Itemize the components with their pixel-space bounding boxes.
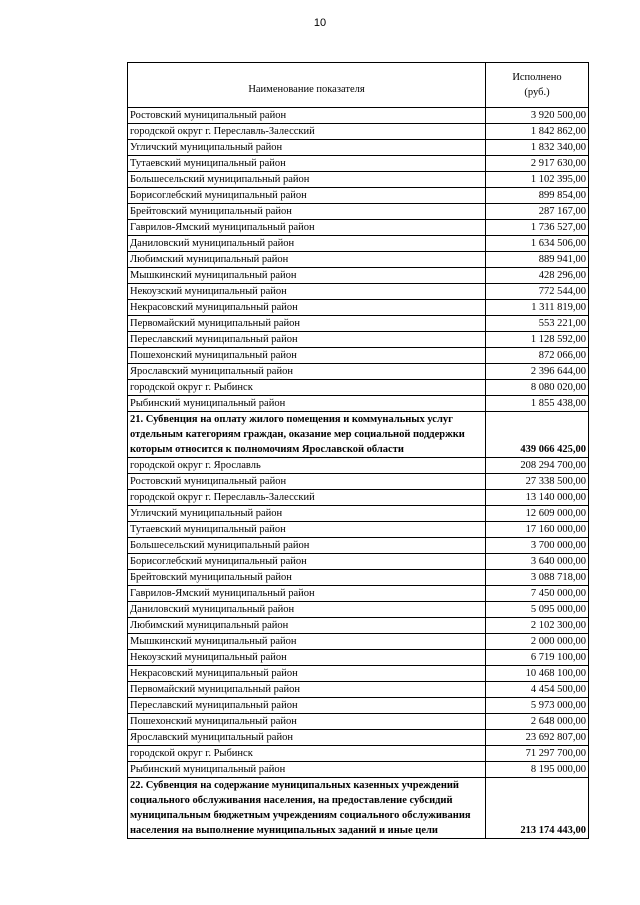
row-amount-cell: 1 842 862,00 [486,124,589,140]
table-row [128,458,589,474]
table-row [128,172,589,188]
row-name-cell: Большесельский муниципальный район [128,172,486,188]
row-name-cell: Некоузский муниципальный район [128,650,486,666]
row-name-cell: городской округ г. Рыбинск [128,746,486,762]
header-amount-line1: Исполнено [512,72,562,83]
table-row [128,650,589,666]
table-row [128,316,589,332]
row-amount-cell: 8 080 020,00 [486,380,589,396]
row-name-cell: Даниловский муниципальный район [128,236,486,252]
section-row [128,778,589,839]
row-amount-cell: 428 296,00 [486,268,589,284]
row-name-cell: Большесельский муниципальный район [128,538,486,554]
row-amount-cell: 71 297 700,00 [486,746,589,762]
row-amount-cell: 7 450 000,00 [486,586,589,602]
table-row [128,634,589,650]
row-amount-cell: 17 160 000,00 [486,522,589,538]
table-row [128,730,589,746]
row-name-cell: Пошехонский муниципальный район [128,348,486,364]
row-amount-cell: 1 634 506,00 [486,236,589,252]
row-name-cell: Некрасовский муниципальный район [128,666,486,682]
table-row [128,506,589,522]
row-amount-cell: 287 167,00 [486,204,589,220]
row-amount-cell: 13 140 000,00 [486,490,589,506]
row-amount-cell: 889 941,00 [486,252,589,268]
table-row [128,396,589,412]
row-name-cell: Борисоглебский муниципальный район [128,188,486,204]
section-amount-cell: 213 174 443,00 [486,778,589,839]
row-amount-cell: 4 454 500,00 [486,682,589,698]
row-amount-cell: 1 855 438,00 [486,396,589,412]
table-row [128,570,589,586]
row-name-cell: Ярославский муниципальный район [128,364,486,380]
table-row [128,156,589,172]
section-title-cell: 21. Субвенция на оплату жилого помещения и коммунальных услуг отдельным категориям граждан, оказание мер социальной поддержки которым относится к полномочиям Ярославской области [128,412,486,458]
table-header-row [128,63,589,108]
row-name-cell: Переславский муниципальный район [128,698,486,714]
row-amount-cell: 1 736 527,00 [486,220,589,236]
table-row [128,762,589,778]
row-name-cell: Первомайский муниципальный район [128,682,486,698]
row-name-cell: Борисоглебский муниципальный район [128,554,486,570]
header-amount-line2: (руб.) [524,87,550,98]
header-name-cell: Наименование показателя [128,63,486,108]
table-row [128,666,589,682]
table-row [128,332,589,348]
table-row [128,682,589,698]
row-amount-cell: 772 544,00 [486,284,589,300]
table-row [128,490,589,506]
row-amount-cell: 3 920 500,00 [486,108,589,124]
table-row [128,220,589,236]
table-row [128,252,589,268]
row-name-cell: Первомайский муниципальный район [128,316,486,332]
row-name-cell: Брейтовский муниципальный район [128,570,486,586]
row-amount-cell: 872 066,00 [486,348,589,364]
row-name-cell: Гаврилов-Ямский муниципальный район [128,220,486,236]
table-row [128,236,589,252]
row-amount-cell: 2 102 300,00 [486,618,589,634]
section-amount-cell: 439 066 425,00 [486,412,589,458]
row-amount-cell: 2 648 000,00 [486,714,589,730]
row-name-cell: Любимский муниципальный район [128,618,486,634]
table-row [128,188,589,204]
table-row [128,586,589,602]
header-amount-cell [486,63,589,108]
table-row [128,602,589,618]
row-amount-cell: 3 088 718,00 [486,570,589,586]
row-name-cell: Рыбинский муниципальный район [128,762,486,778]
row-amount-cell: 553 221,00 [486,316,589,332]
row-name-cell: Некрасовский муниципальный район [128,300,486,316]
row-amount-cell: 2 000 000,00 [486,634,589,650]
table-row [128,714,589,730]
report-table-body [128,63,589,839]
table-row [128,284,589,300]
row-amount-cell: 12 609 000,00 [486,506,589,522]
row-amount-cell: 1 128 592,00 [486,332,589,348]
table-row [128,698,589,714]
row-amount-cell: 27 338 500,00 [486,474,589,490]
row-name-cell: Ярославский муниципальный район [128,730,486,746]
table-row [128,108,589,124]
row-name-cell: Тутаевский муниципальный район [128,156,486,172]
table-row [128,364,589,380]
row-amount-cell: 3 640 000,00 [486,554,589,570]
row-name-cell: Любимский муниципальный район [128,252,486,268]
table-row [128,554,589,570]
row-amount-cell: 5 973 000,00 [486,698,589,714]
table-row [128,124,589,140]
table-row [128,380,589,396]
row-name-cell: Ростовский муниципальный район [128,474,486,490]
row-amount-cell: 6 719 100,00 [486,650,589,666]
row-name-cell: Некоузский муниципальный район [128,284,486,300]
row-name-cell: Пошехонский муниципальный район [128,714,486,730]
row-amount-cell: 23 692 807,00 [486,730,589,746]
row-amount-cell: 8 195 000,00 [486,762,589,778]
row-name-cell: Даниловский муниципальный район [128,602,486,618]
page-number: 10 [313,17,327,29]
row-name-cell: Угличский муниципальный район [128,506,486,522]
table-row [128,538,589,554]
row-name-cell: городской округ г. Переславль-Залесский [128,124,486,140]
row-amount-cell: 1 832 340,00 [486,140,589,156]
table-row [128,522,589,538]
table-row [128,618,589,634]
row-name-cell: Рыбинский муниципальный район [128,396,486,412]
table-row [128,140,589,156]
row-name-cell: городской округ г. Ярославль [128,458,486,474]
table-row [128,348,589,364]
row-amount-cell: 5 095 000,00 [486,602,589,618]
report-table [127,62,589,839]
row-amount-cell: 1 102 395,00 [486,172,589,188]
table-row [128,300,589,316]
table-row [128,204,589,220]
row-amount-cell: 208 294 700,00 [486,458,589,474]
row-name-cell: Тутаевский муниципальный район [128,522,486,538]
row-amount-cell: 2 917 630,00 [486,156,589,172]
row-name-cell: Мышкинский муниципальный район [128,268,486,284]
section-row [128,412,589,458]
table-row [128,268,589,284]
row-name-cell: Угличский муниципальный район [128,140,486,156]
row-name-cell: Мышкинский муниципальный район [128,634,486,650]
row-name-cell: Брейтовский муниципальный район [128,204,486,220]
row-name-cell: городской округ г. Рыбинск [128,380,486,396]
row-amount-cell: 3 700 000,00 [486,538,589,554]
row-amount-cell: 899 854,00 [486,188,589,204]
row-amount-cell: 10 468 100,00 [486,666,589,682]
table-row [128,746,589,762]
row-name-cell: Переславский муниципальный район [128,332,486,348]
row-name-cell: Ростовский муниципальный район [128,108,486,124]
row-name-cell: городской округ г. Переславль-Залесский [128,490,486,506]
row-name-cell: Гаврилов-Ямский муниципальный район [128,586,486,602]
table-row [128,474,589,490]
row-amount-cell: 1 311 819,00 [486,300,589,316]
row-amount-cell: 2 396 644,00 [486,364,589,380]
section-title-cell: 22. Субвенция на содержание муниципальных казенных учреждений социального обслуживания населения, на предоставление субсидий муниципальным бюджетным учреждениям социального обслуживания населения на выполнение муниципальных заданий и иные цели [128,778,486,839]
